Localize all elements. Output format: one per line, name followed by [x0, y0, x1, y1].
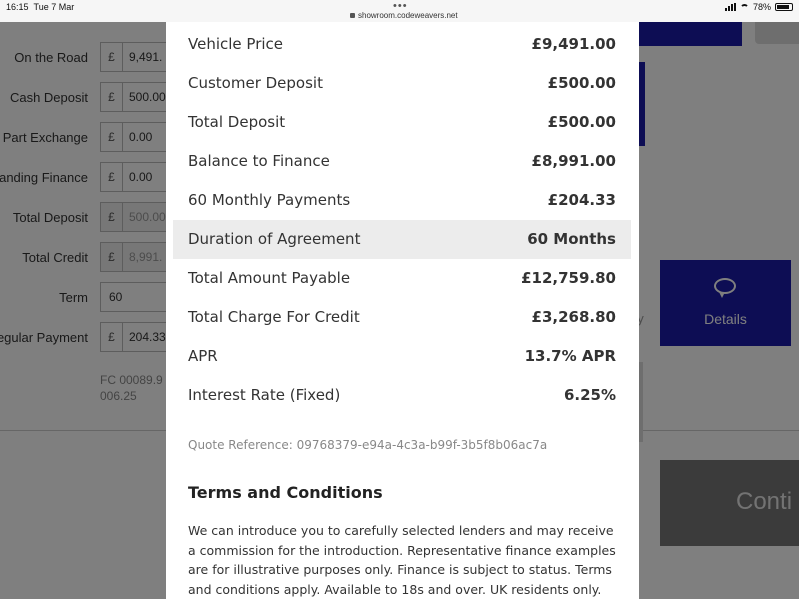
summary-row: [173, 259, 631, 298]
summary-label: Customer Deposit: [188, 74, 323, 92]
status-indicators: [725, 2, 793, 12]
quote-reference: Quote Reference: 09768379-e94a-4c3a-b99f-3b5f8b06ac7a: [188, 438, 548, 452]
summary-label: Vehicle Price: [188, 35, 284, 53]
lock-icon: [350, 13, 355, 18]
summary-label: Interest Rate (Fixed): [188, 386, 341, 404]
summary-value: £500.00: [547, 74, 616, 92]
summary-value: 60 Months: [527, 230, 616, 248]
summary-label: 60 Monthly Payments: [188, 191, 351, 209]
summary-value: £3,268.80: [531, 308, 616, 326]
summary-label: Duration of Agreement: [188, 230, 361, 248]
summary-row: [173, 142, 631, 181]
summary-value: £12,759.80: [521, 269, 616, 287]
summary-value: 13.7% APR: [524, 347, 616, 365]
summary-label: Total Amount Payable: [188, 269, 351, 287]
terms-heading: Terms and Conditions: [188, 483, 383, 502]
summary-value: £9,491.00: [531, 35, 616, 53]
summary-row: [173, 103, 631, 142]
wifi-icon: [740, 4, 749, 11]
status-time: 16:15 Tue 7 Mar: [6, 2, 75, 12]
battery-icon: [775, 3, 793, 11]
summary-value: £204.33: [547, 191, 616, 209]
summary-row: [173, 64, 631, 103]
summary-row: [173, 25, 631, 64]
summary-label: APR: [188, 347, 218, 365]
summary-label: Total Charge For Credit: [188, 308, 360, 326]
summary-row: [173, 298, 631, 337]
summary-value: £500.00: [547, 113, 616, 131]
summary-row: [173, 181, 631, 220]
summary-label: Total Deposit: [188, 113, 286, 131]
summary-value: £8,991.00: [531, 152, 616, 170]
terms-body: We can introduce you to carefully selected lenders and may receive a commission for the introduction. Representative finance examples are for illustrative purposes only. Finance is subject to status. Terms and conditions apply. Available to 18s and over. UK residents only.: [188, 523, 616, 597]
more-options-icon[interactable]: •••: [393, 0, 408, 12]
summary-row: [173, 376, 631, 415]
summary-label: Balance to Finance: [188, 152, 330, 170]
battery-percent: 78%: [752, 2, 771, 12]
signal-icon: [725, 3, 736, 11]
summary-value: 6.25%: [563, 386, 616, 404]
summary-row: [173, 220, 631, 259]
summary-row: [173, 337, 631, 376]
status-bar: [0, 0, 799, 22]
address-bar[interactable]: showroom.codeweavers.net: [350, 11, 458, 20]
finance-summary-modal: [166, 22, 639, 599]
